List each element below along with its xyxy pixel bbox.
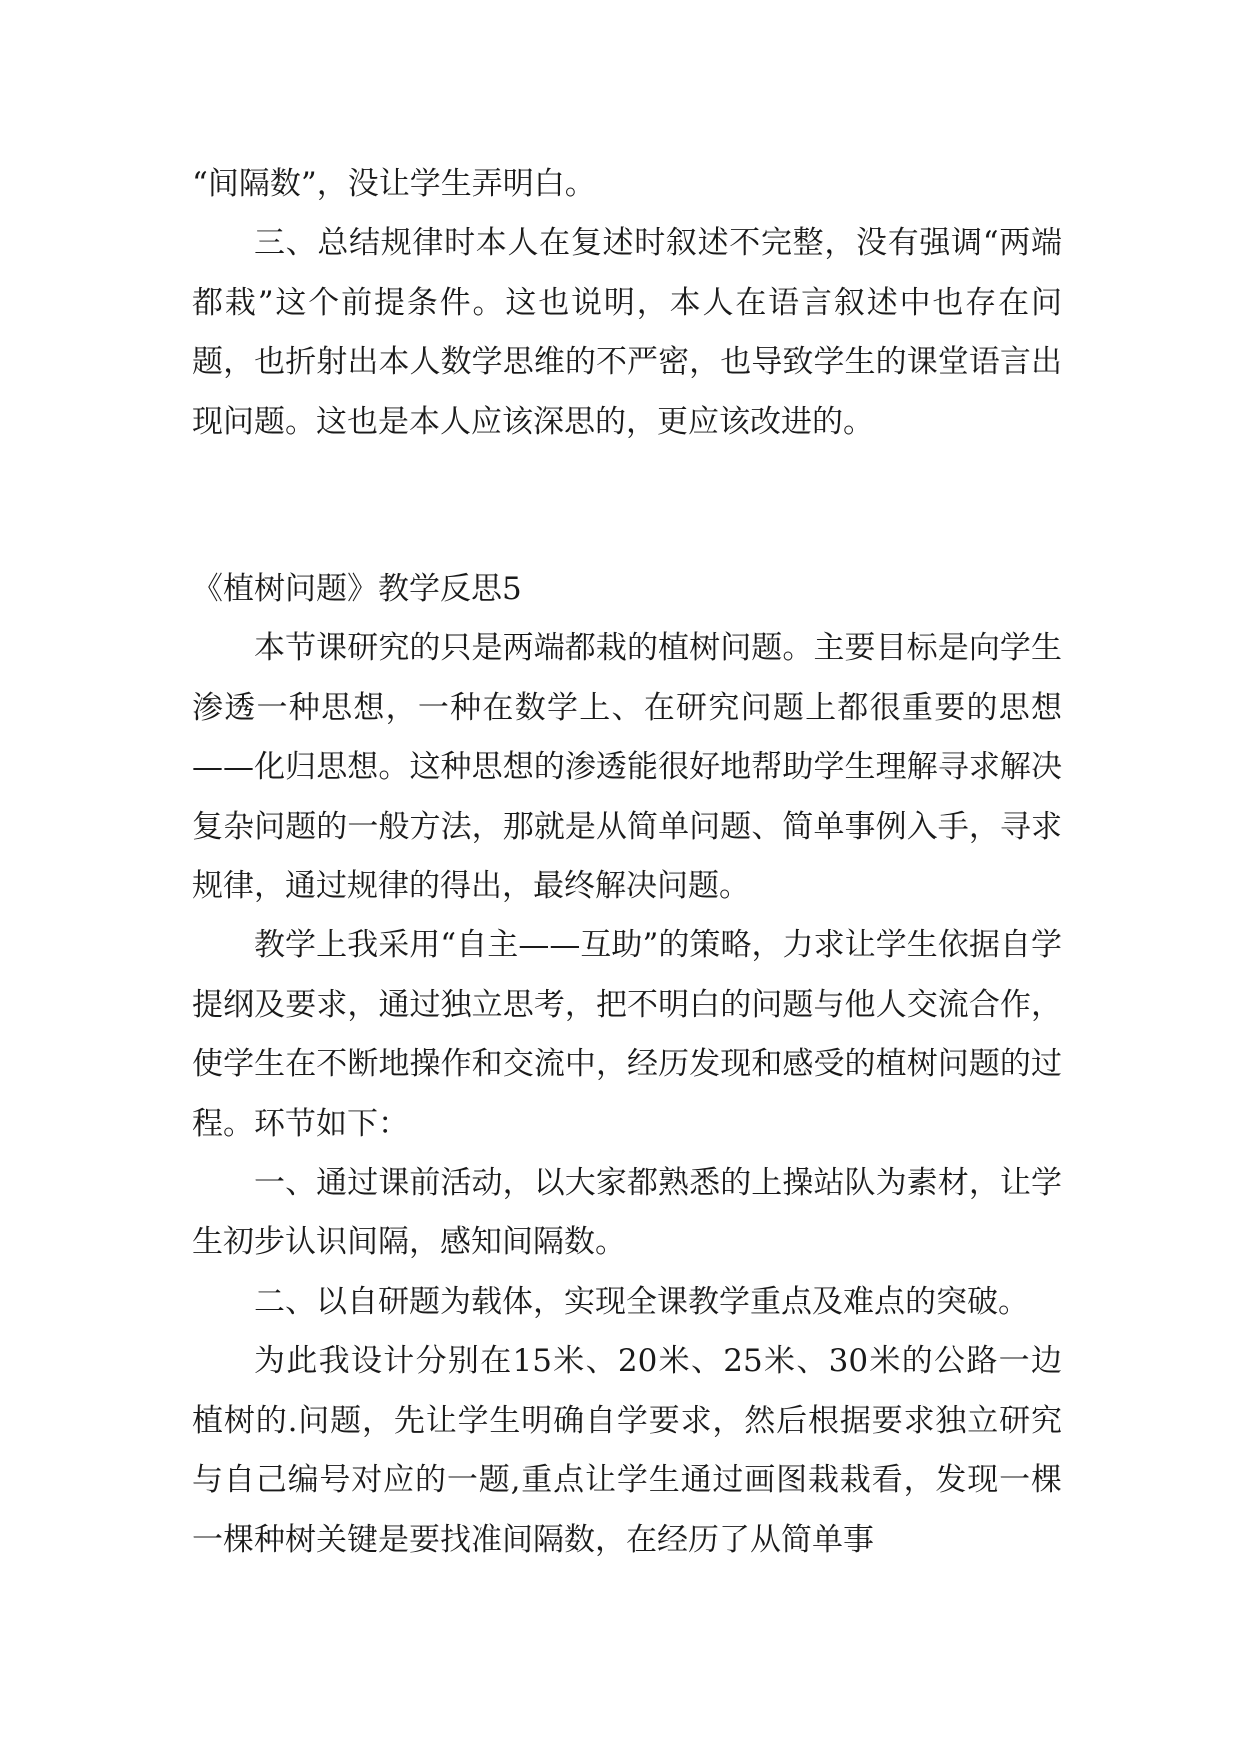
- reflection-section: [192, 560, 1062, 1570]
- paragraph: “间隔数”，没让学生弄明白。: [192, 166, 596, 202]
- paragraph: 二、以自研题为载体，实现全课教学重点及难点的突破。: [254, 1283, 1029, 1320]
- section-title: 《植树问题》教学反思5: [192, 571, 522, 607]
- paragraph: 教学上我采用“自主——互助”的策略，力求让学生依据自学提纲及要求，通过独立思考，把不明白的问题与他人交流合作，使学生在不断地操作和交流中，经历发现和感受的植树问题的过程。环节如下：: [192, 927, 1062, 1142]
- paragraph: 为此我设计分别在15米、20米、25米、30米的公路一边植树的.问题，先让学生明确自学要求，然后根据要求独立研究与自己编号对应的一题,重点让学生通过画图栽栽看，发现一棵一棵种树关键是要找准间隔数，在经历了从简单事: [192, 1343, 1062, 1558]
- paragraph: 三、总结规律时本人在复述时叙述不完整，没有强调“两端都栽”这个前提条件。这也说明，本人在语言叙述中也存在问题，也折射出本人数学思维的不严密，也导致学生的课堂语言出现问题。这也是本人应该深思的，更应该改进的。: [192, 225, 1062, 440]
- paragraph: 本节课研究的只是两端都栽的植树问题。主要目标是向学生渗透一种思想，一种在数学上、在研究问题上都很重要的思想——化归思想。这种思想的渗透能很好地帮助学生理解寻求解决复杂问题的一般方法，那就是从简单问题、简单事例入手，寻求规律，通过规律的得出，最终解决问题。: [192, 630, 1062, 905]
- previous-section-continuation: [192, 155, 1062, 452]
- paragraph: 一、通过课前活动，以大家都熟悉的上操站队为素材，让学生初步认识间隔，感知间隔数。: [192, 1165, 1062, 1261]
